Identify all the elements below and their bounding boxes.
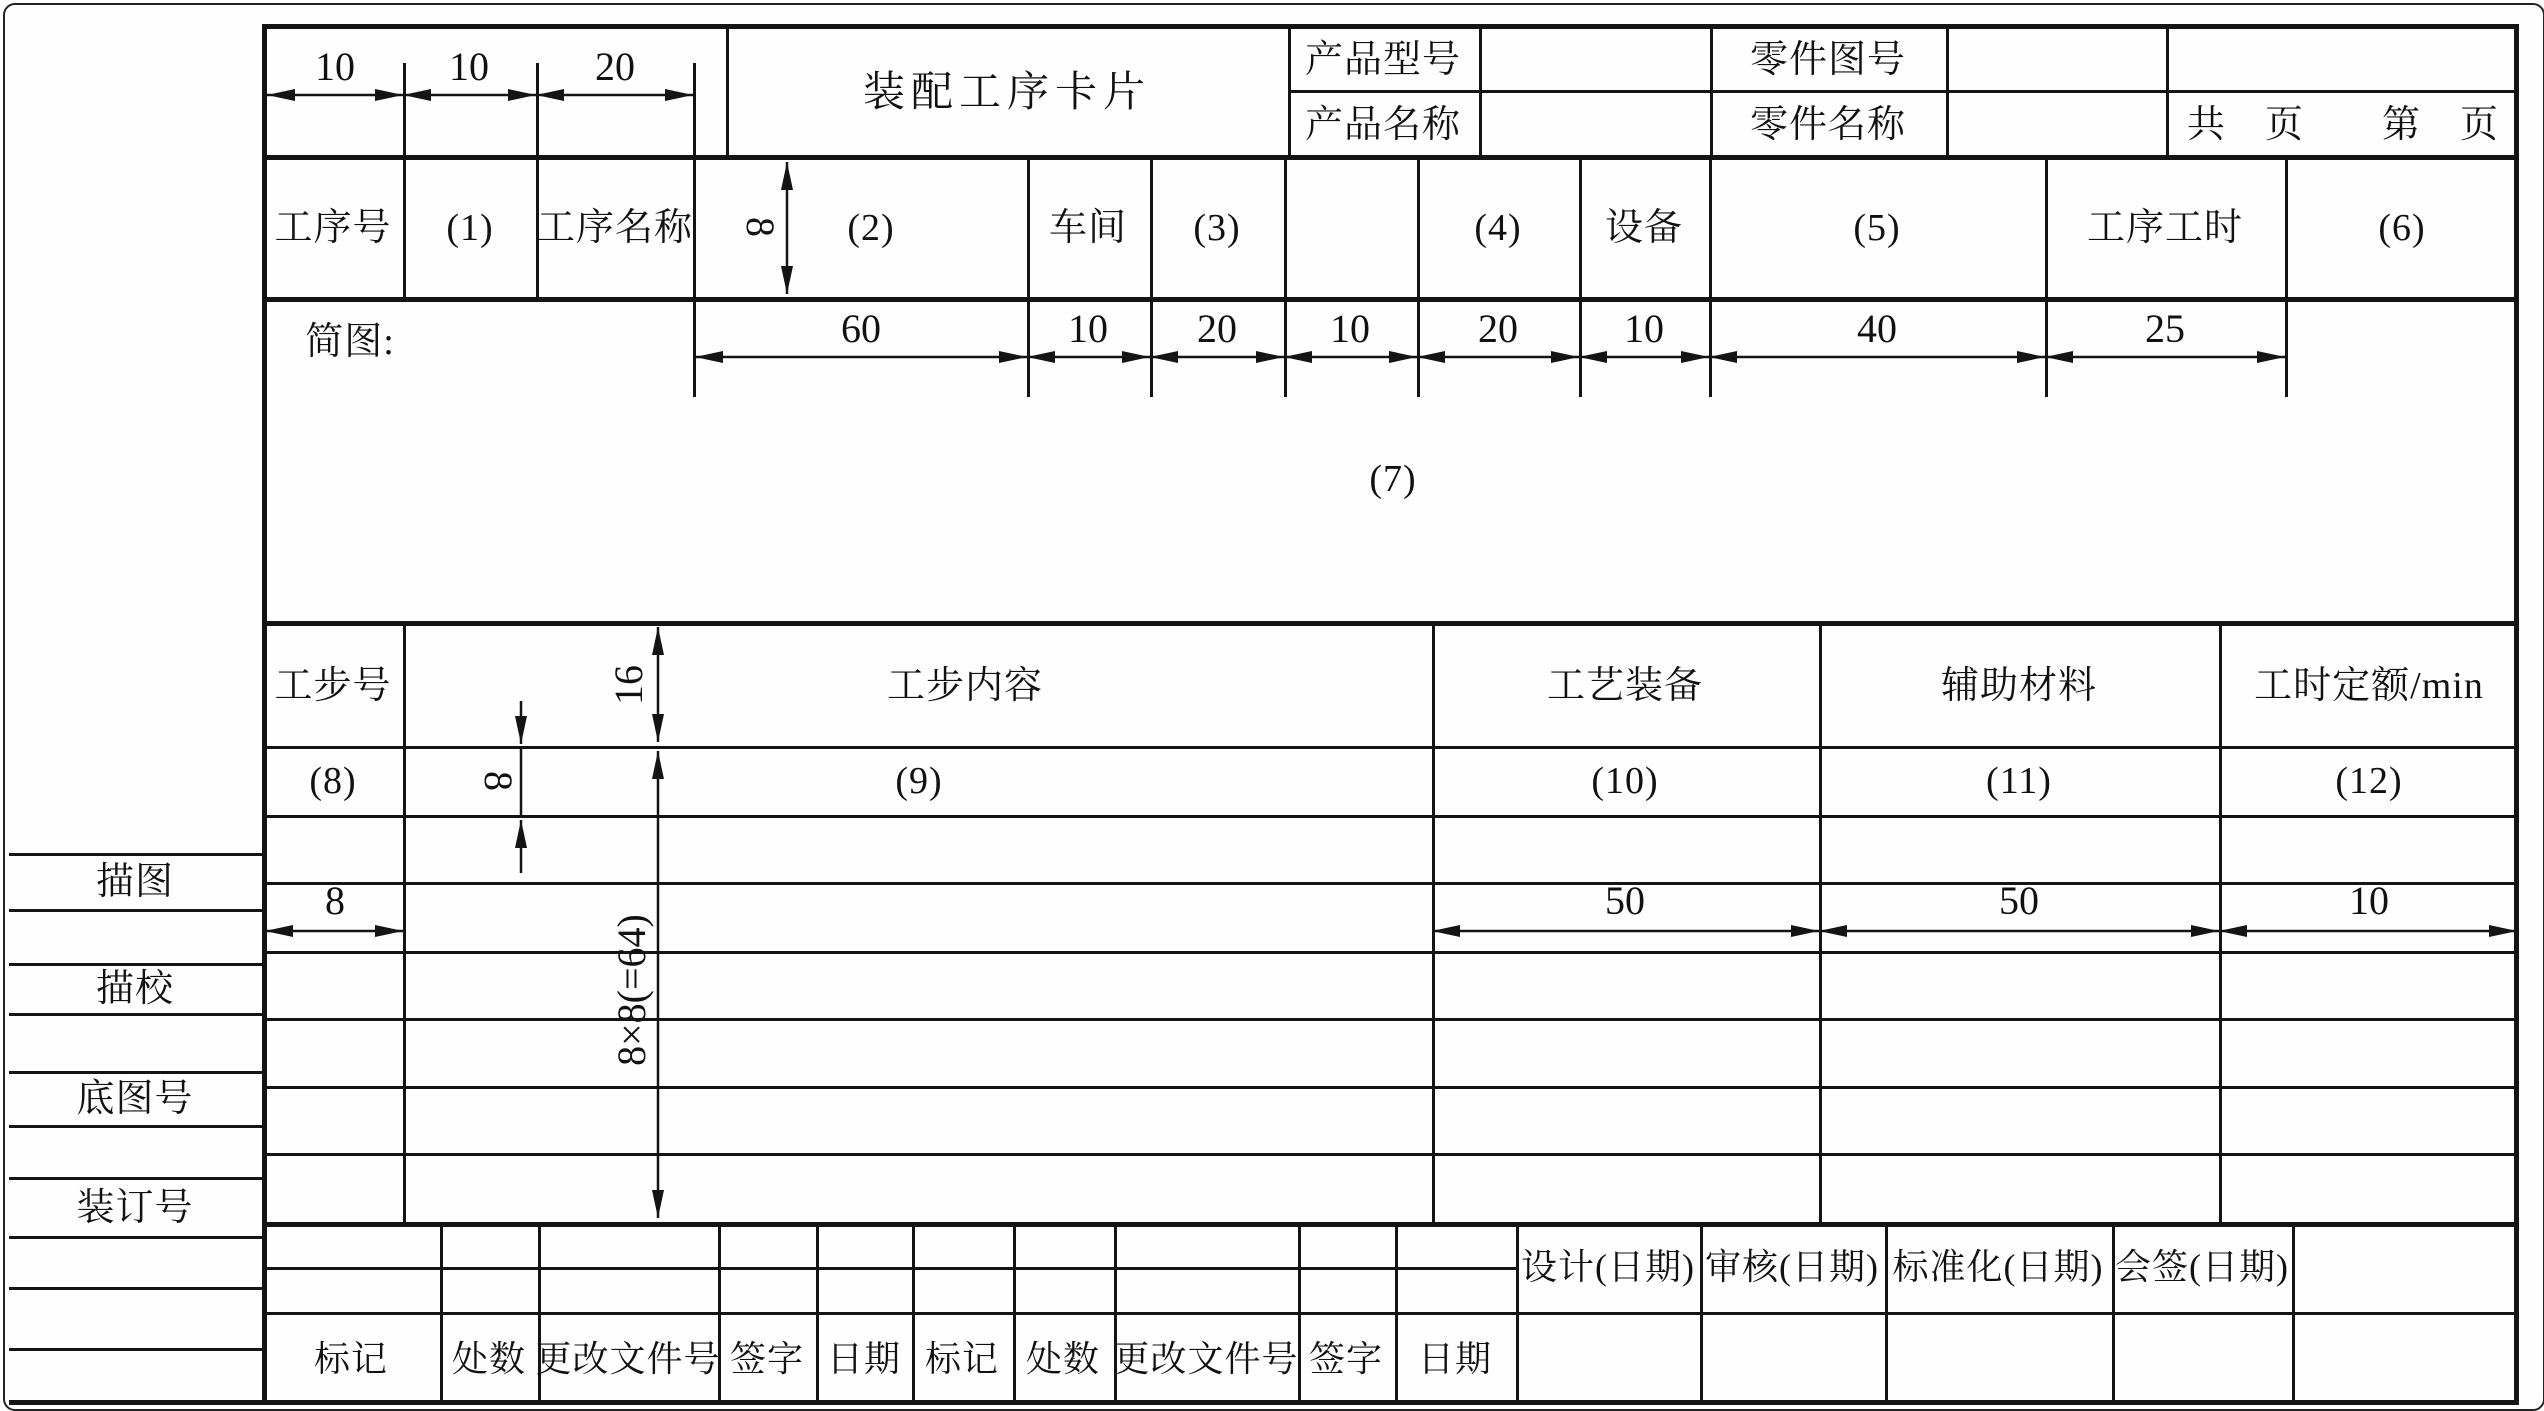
grid-line <box>2514 24 2519 1405</box>
grid-line <box>262 155 2519 160</box>
product-name-value-cell[interactable] <box>1482 93 1707 153</box>
section-cell[interactable]: (4) <box>1474 207 1522 249</box>
grid-line <box>262 621 2519 626</box>
pages-label: 共 页 第 页 <box>2186 104 2500 146</box>
tooling-header: 工艺装备 <box>1546 665 1704 707</box>
process-name-cell[interactable]: (2) <box>847 207 895 249</box>
step-content-header: 工步内容 <box>886 665 1044 707</box>
grid-line <box>1288 90 2519 93</box>
workshop-header: 车间 <box>1048 207 1128 249</box>
process-no-cell[interactable]: (1) <box>446 207 494 249</box>
grid-line <box>262 1312 2519 1315</box>
dim-step-row-height: 8 <box>476 771 521 791</box>
product-model-value-cell[interactable] <box>1482 29 1707 89</box>
grid-line <box>912 1224 915 1400</box>
grid-line <box>1288 26 1291 157</box>
grid-line <box>1710 26 1713 157</box>
dim-sketch-8: 25 <box>2145 306 2185 351</box>
dim-bottom-2: 50 <box>1999 878 2039 923</box>
step-no-cell[interactable]: (8) <box>309 760 357 802</box>
grid-line <box>693 63 696 397</box>
dim-step-no-col-width: 8 <box>325 878 345 923</box>
grid-line <box>262 815 2519 818</box>
part-drawing-no-label: 零件图号 <box>1749 39 1907 81</box>
rev-date-label-1: 日期 <box>826 1339 902 1379</box>
grid-line <box>262 1222 2519 1227</box>
grid-line <box>1579 157 1582 397</box>
equipment-cell[interactable]: (5) <box>1853 207 1901 249</box>
process-hours-cell[interactable]: (6) <box>2378 207 2426 249</box>
sketch-label: 简图: <box>305 321 395 363</box>
product-model-label: 产品型号 <box>1304 39 1462 81</box>
grid-line <box>262 951 2519 954</box>
approval-countersign-label: 会签(日期) <box>2115 1247 2289 1287</box>
process-hours-header: 工序工时 <box>2086 207 2244 249</box>
grid-line <box>9 1348 262 1351</box>
part-name-value-cell[interactable] <box>1949 93 2163 153</box>
grid-line <box>816 1224 819 1400</box>
card-title: 装配工序卡片 <box>862 70 1152 116</box>
approval-check-label: 审核(日期) <box>1705 1247 1879 1287</box>
sketch-area-placeholder: (7) <box>1369 458 1417 500</box>
grid-line <box>9 1236 262 1239</box>
grid-line <box>262 1267 1516 1270</box>
grid-line <box>726 26 729 157</box>
grid-line <box>9 1177 262 1180</box>
grid-line <box>9 909 262 912</box>
grid-line <box>2292 1224 2295 1400</box>
grid-line <box>1709 157 1712 397</box>
dim-step-rows-total: 8×8(=64) <box>609 914 654 1066</box>
grid-line <box>1150 157 1153 397</box>
rev-change-doc-label-1: 更改文件号 <box>535 1339 721 1379</box>
assembly-process-card-sheet <box>3 3 2544 1411</box>
grid-line <box>403 63 406 299</box>
dim-sketch-1: 60 <box>841 306 881 351</box>
grid-line <box>262 297 2519 302</box>
grid-line <box>1819 623 1822 1222</box>
part-drawing-no-value-cell[interactable] <box>1949 29 2163 89</box>
grid-line <box>262 24 267 1405</box>
tooling-cell[interactable]: (10) <box>1591 760 1659 802</box>
sketch-area[interactable] <box>305 401 2505 616</box>
grid-line <box>2166 26 2169 157</box>
time-quota-header: 工时定额/min <box>2254 665 2484 707</box>
grid-line <box>1395 1224 1398 1400</box>
grid-line <box>1284 157 1287 397</box>
grid-line <box>262 882 2519 885</box>
dim-sketch-2: 10 <box>1068 306 1108 351</box>
grid-line <box>440 1224 443 1400</box>
grid-line <box>1417 157 1420 397</box>
grid-line <box>262 1018 2519 1021</box>
dim-sketch-7: 40 <box>1857 306 1897 351</box>
grid-line <box>9 1071 262 1074</box>
grid-line <box>1432 623 1435 1222</box>
rev-mark-label-1: 标记 <box>313 1339 389 1379</box>
process-no-header: 工序号 <box>274 207 392 249</box>
grid-line <box>9 1400 2519 1405</box>
rev-count-label-2: 处数 <box>1025 1339 1101 1379</box>
grid-line <box>2045 157 2048 397</box>
dim-header-row-height: 8 <box>738 217 783 237</box>
grid-line <box>536 63 539 299</box>
dim-top-3: 20 <box>595 44 635 89</box>
dim-top-2: 10 <box>449 44 489 89</box>
dim-sketch-3: 20 <box>1197 306 1237 351</box>
dim-bottom-3: 10 <box>2349 878 2389 923</box>
dim-top-1: 10 <box>315 44 355 89</box>
process-name-header: 工序名称 <box>536 207 694 249</box>
grid-line <box>9 963 262 966</box>
rev-change-doc-label-2: 更改文件号 <box>1113 1339 1299 1379</box>
equipment-header: 设备 <box>1604 207 1684 249</box>
grid-line <box>9 1287 262 1290</box>
grid-line <box>262 24 2519 29</box>
grid-line <box>1700 1224 1703 1400</box>
grid-line <box>1885 1224 1888 1400</box>
workshop-cell[interactable]: (3) <box>1193 207 1241 249</box>
grid-line <box>1013 1224 1016 1400</box>
grid-line <box>2285 157 2288 397</box>
rev-signature-label-1: 签字 <box>729 1339 805 1379</box>
grid-line <box>9 1125 262 1128</box>
grid-line <box>262 746 2519 749</box>
grid-line <box>9 853 262 856</box>
step-content-cell[interactable]: (9) <box>895 760 943 802</box>
rev-signature-label-2: 签字 <box>1308 1339 1384 1379</box>
sidebar-item-base-drawing-no: 底图号 <box>76 1078 194 1120</box>
sidebar-item-binding-no: 装订号 <box>76 1187 194 1229</box>
grid-line <box>2219 623 2222 1222</box>
dim-bottom-1: 50 <box>1605 878 1645 923</box>
step-no-header: 工步号 <box>274 665 392 707</box>
rev-date-label-2: 日期 <box>1417 1339 1493 1379</box>
sidebar-item-tracing: 描图 <box>95 861 175 903</box>
approval-design-label: 设计(日期) <box>1521 1247 1695 1287</box>
dim-step-header-height: 16 <box>606 665 651 705</box>
aux-material-cell[interactable]: (11) <box>1986 760 2052 802</box>
dim-sketch-4: 10 <box>1330 306 1370 351</box>
product-name-label: 产品名称 <box>1304 104 1462 146</box>
rev-mark-label-2: 标记 <box>924 1339 1000 1379</box>
aux-material-header: 辅助材料 <box>1940 665 2098 707</box>
approval-standardization-label: 标准化(日期) <box>1892 1247 2104 1287</box>
time-quota-cell[interactable]: (12) <box>2335 760 2403 802</box>
grid-line <box>262 1153 2519 1156</box>
rev-count-label-1: 处数 <box>451 1339 527 1379</box>
sidebar-item-tracing-check: 描校 <box>95 968 175 1010</box>
grid-line <box>403 623 406 1222</box>
part-name-label: 零件名称 <box>1749 104 1907 146</box>
grid-line <box>1027 157 1030 397</box>
grid-line <box>262 1086 2519 1089</box>
grid-line <box>9 1013 262 1016</box>
dim-sketch-6: 10 <box>1624 306 1664 351</box>
grid-line <box>1516 1224 1519 1400</box>
dim-sketch-5: 20 <box>1478 306 1518 351</box>
